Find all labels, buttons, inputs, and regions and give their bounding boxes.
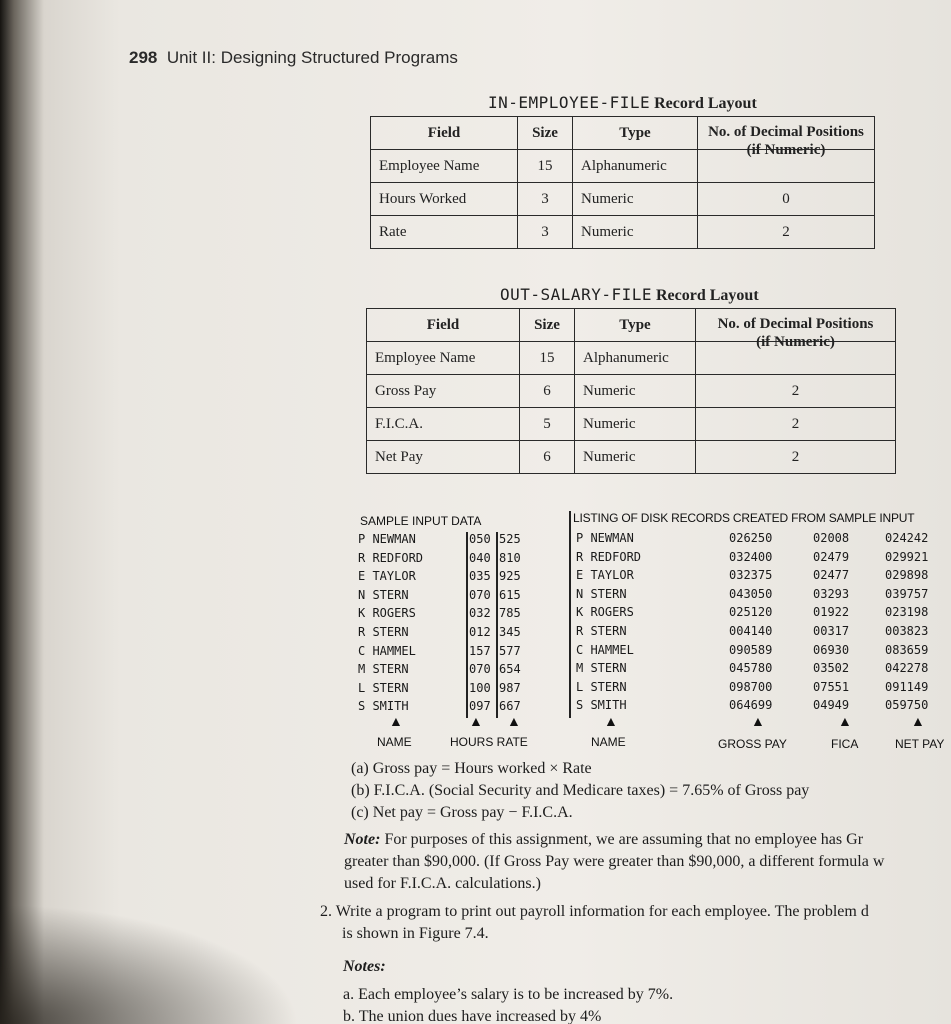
out-table-title: [500, 285, 759, 305]
input-hours-cell: 157: [469, 643, 491, 658]
in-row-type: Numeric: [573, 216, 698, 249]
table-row: [367, 441, 896, 474]
arrow-up-icon: ▲: [507, 715, 521, 730]
listing-net-cell: 083659: [885, 642, 929, 657]
label-hours-rate: HOURS RATE: [450, 735, 528, 749]
item2-line-1: 2. Write a program to print out payroll information for each employee. The problem d: [320, 903, 869, 920]
input-rate-cell: 345: [499, 624, 521, 639]
note-line-2: greater than $90,000. (If Gross Pay were greater than $90,000, a different formula w: [344, 853, 885, 870]
chapter-title: Designing Structured Programs: [220, 48, 458, 67]
input-name-cell: N STERN: [358, 587, 409, 602]
input-rate-cell: 987: [499, 680, 521, 695]
input-hours-cell: 035: [469, 569, 491, 584]
out-row-field: Employee Name: [367, 342, 520, 375]
in-row-field: Hours Worked: [371, 183, 518, 216]
listing-names: [576, 529, 641, 715]
input-rate-cell: 925: [499, 569, 521, 584]
listing-net-cell: 003823: [885, 623, 929, 638]
input-hours-cell: 050: [469, 532, 491, 546]
input-name-cell: C HAMMEL: [358, 643, 416, 658]
listing-fica-cell: 02479: [813, 549, 850, 564]
listing-name-cell: R REDFORD: [576, 549, 642, 564]
in-row-field: Employee Name: [371, 150, 518, 183]
formula-list: [351, 758, 951, 824]
listing-gross-cell: 090589: [729, 642, 773, 657]
in-table-title: [488, 93, 757, 113]
listing-name-cell: P NEWMAN: [576, 531, 634, 545]
input-rate-cell: 615: [499, 587, 521, 602]
out-row-size: 15: [520, 342, 575, 375]
out-row-field: Net Pay: [367, 441, 520, 474]
in-hdr-decimal-1: No. of Decimal Positions: [708, 124, 864, 140]
listing-fica: [813, 529, 849, 715]
in-employee-table: [370, 116, 875, 249]
listing-gross-cell: 043050: [729, 586, 773, 601]
out-row-type: Numeric: [575, 375, 696, 408]
in-table-title-rest: Record Layout: [654, 95, 757, 112]
out-salary-table: [366, 308, 896, 474]
arrow-up-icon: ▲: [469, 715, 483, 730]
input-hours-cell: 100: [469, 680, 491, 695]
listing-net: [885, 529, 928, 715]
sample-input-rates: [499, 530, 521, 716]
listing-name-cell: E TAYLOR: [576, 568, 634, 583]
listing-gross-cell: 064699: [729, 698, 773, 713]
page-header: [129, 48, 458, 68]
out-row-decimal: 2: [696, 408, 896, 441]
label-net-pay: NET PAY: [895, 737, 945, 751]
out-table-title-rest: Record Layout: [656, 287, 759, 304]
listing-net-cell: 091149: [885, 679, 929, 694]
listing-gross-cell: 004140: [729, 623, 773, 638]
divider-line: [466, 532, 468, 718]
arrow-up-icon: ▲: [911, 715, 925, 730]
out-row-size: 6: [520, 375, 575, 408]
note-block: [344, 829, 951, 895]
listing-gross-cell: 025120: [729, 605, 773, 620]
out-hdr-decimal-2: (if Numeric): [756, 334, 835, 350]
in-row-size: 15: [518, 150, 573, 183]
sample-input-names: [358, 530, 423, 716]
listing-name-cell: M STERN: [576, 661, 627, 676]
input-hours-cell: 097: [469, 699, 491, 714]
notes-block: [343, 956, 673, 1024]
input-name-cell: M STERN: [358, 662, 409, 677]
listing-fica-cell: 07551: [813, 679, 850, 694]
in-row-size: 3: [518, 216, 573, 249]
in-table-title-file: IN-EMPLOYEE-FILE: [488, 93, 651, 112]
input-name-cell: S SMITH: [358, 699, 409, 714]
out-row-type: Numeric: [575, 408, 696, 441]
input-name-cell: P NEWMAN: [358, 532, 416, 546]
listing-name-cell: S SMITH: [576, 698, 627, 713]
label-gross-pay: GROSS PAY: [718, 737, 787, 751]
in-row-field: Rate: [371, 216, 518, 249]
listing-fica-cell: 00317: [813, 623, 850, 638]
listing-name-cell: R STERN: [576, 623, 627, 638]
formula-a: (a) Gross pay = Hours worked × Rate: [351, 760, 592, 777]
input-name-cell: E TAYLOR: [358, 569, 416, 584]
out-hdr-size: Size: [520, 309, 575, 342]
listing-net-cell: 039757: [885, 586, 929, 601]
note-label: Note:: [344, 831, 381, 848]
divider-line: [569, 511, 571, 718]
in-hdr-type: Type: [573, 117, 698, 150]
listing-fica-cell: 02008: [813, 531, 850, 545]
input-rate-cell: 525: [499, 532, 521, 546]
table-row: [371, 183, 875, 216]
out-hdr-decimal: [696, 309, 896, 350]
page-shadow: [0, 904, 300, 1024]
in-hdr-field: Field: [371, 117, 518, 150]
out-hdr-type: Type: [575, 309, 696, 342]
listing-gross: [729, 529, 772, 715]
input-name-cell: R STERN: [358, 624, 409, 639]
out-row-decimal: 2: [696, 441, 896, 474]
table-row: [367, 408, 896, 441]
label-fica: FICA: [831, 737, 859, 751]
out-table-title-file: OUT-SALARY-FILE: [500, 285, 652, 304]
in-row-size: 3: [518, 183, 573, 216]
listing-gross-cell: 026250: [729, 531, 773, 545]
in-row-type: Alphanumeric: [573, 150, 698, 183]
listing-name-cell: C HAMMEL: [576, 642, 634, 657]
listing-title: LISTING OF DISK RECORDS CREATED FROM SAMPLE INPUT: [573, 511, 915, 525]
input-hours-cell: 012: [469, 624, 491, 639]
table-row: [367, 375, 896, 408]
out-hdr-decimal-1: No. of Decimal Positions: [717, 316, 874, 332]
out-row-type: Alphanumeric: [575, 342, 696, 375]
note-line-3: used for F.I.C.A. calculations.): [344, 875, 541, 892]
input-rate-cell: 667: [499, 699, 521, 714]
formula-c: (c) Net pay = Gross pay − F.I.C.A.: [351, 804, 573, 821]
input-name-cell: R REDFORD: [358, 550, 424, 565]
out-row-size: 5: [520, 408, 575, 441]
notes-item-b: b. The union dues have increased by 4%: [343, 1008, 602, 1024]
listing-net-cell: 023198: [885, 605, 929, 620]
divider-line: [496, 532, 498, 718]
in-row-decimal: 2: [698, 216, 875, 249]
input-rate-cell: 577: [499, 643, 521, 658]
listing-fica-cell: 02477: [813, 568, 850, 583]
listing-gross-cell: 045780: [729, 661, 773, 676]
listing-fica-cell: 01922: [813, 605, 850, 620]
listing-net-cell: 042278: [885, 661, 929, 676]
arrow-up-icon: ▲: [604, 715, 618, 730]
input-rate-cell: 810: [499, 550, 521, 565]
out-row-field: Gross Pay: [367, 375, 520, 408]
out-row-type: Numeric: [575, 441, 696, 474]
label-name-2: NAME: [591, 735, 626, 749]
notes-item-a: a. Each employee’s salary is to be increased by 7%.: [343, 986, 674, 1003]
input-hours-cell: 070: [469, 587, 491, 602]
listing-name-cell: L STERN: [576, 679, 627, 694]
input-name-cell: L STERN: [358, 680, 409, 695]
listing-name-cell: N STERN: [576, 586, 627, 601]
listing-net-cell: 029898: [885, 568, 929, 583]
out-row-size: 6: [520, 441, 575, 474]
out-hdr-field: Field: [367, 309, 520, 342]
arrow-up-icon: ▲: [389, 715, 403, 730]
sample-input-title: SAMPLE INPUT DATA: [360, 514, 482, 528]
sample-input-hours: [469, 530, 491, 716]
listing-net-cell: 029921: [885, 549, 929, 564]
arrow-up-icon: ▲: [751, 715, 765, 730]
listing-net-cell: 059750: [885, 698, 929, 713]
in-row-type: Numeric: [573, 183, 698, 216]
in-row-decimal: 0: [698, 183, 875, 216]
listing-net-cell: 024242: [885, 531, 929, 545]
listing-name-cell: K ROGERS: [576, 605, 634, 620]
in-hdr-decimal: [698, 117, 875, 158]
out-row-decimal: 2: [696, 375, 896, 408]
listing-gross-cell: 032375: [729, 568, 773, 583]
listing-gross-cell: 098700: [729, 679, 773, 694]
listing-gross-cell: 032400: [729, 549, 773, 564]
table-row: [371, 216, 875, 249]
listing-fica-cell: 06930: [813, 642, 850, 657]
unit-label: Unit II:: [166, 48, 216, 67]
in-hdr-decimal-2: (if Numeric): [746, 142, 826, 158]
arrow-up-icon: ▲: [838, 715, 852, 730]
page-number: 298: [129, 48, 158, 67]
label-name: NAME: [377, 735, 412, 749]
exercise-item-2: [320, 901, 869, 945]
input-rate-cell: 654: [499, 662, 521, 677]
input-hours-cell: 032: [469, 606, 491, 621]
input-hours-cell: 040: [469, 550, 491, 565]
item2-line-2: is shown in Figure 7.4.: [342, 925, 489, 942]
input-name-cell: K ROGERS: [358, 606, 416, 621]
formula-b: (b) F.I.C.A. (Social Security and Medicare taxes) = 7.65% of Gross pay: [351, 782, 810, 799]
out-row-field: F.I.C.A.: [367, 408, 520, 441]
notes-label: Notes:: [343, 958, 386, 975]
listing-fica-cell: 03502: [813, 661, 850, 676]
in-hdr-size: Size: [518, 117, 573, 150]
input-rate-cell: 785: [499, 606, 521, 621]
input-hours-cell: 070: [469, 662, 491, 677]
listing-fica-cell: 04949: [813, 698, 850, 713]
listing-fica-cell: 03293: [813, 586, 850, 601]
note-line-1: For purposes of this assignment, we are assuming that no employee has Gr: [380, 831, 864, 848]
